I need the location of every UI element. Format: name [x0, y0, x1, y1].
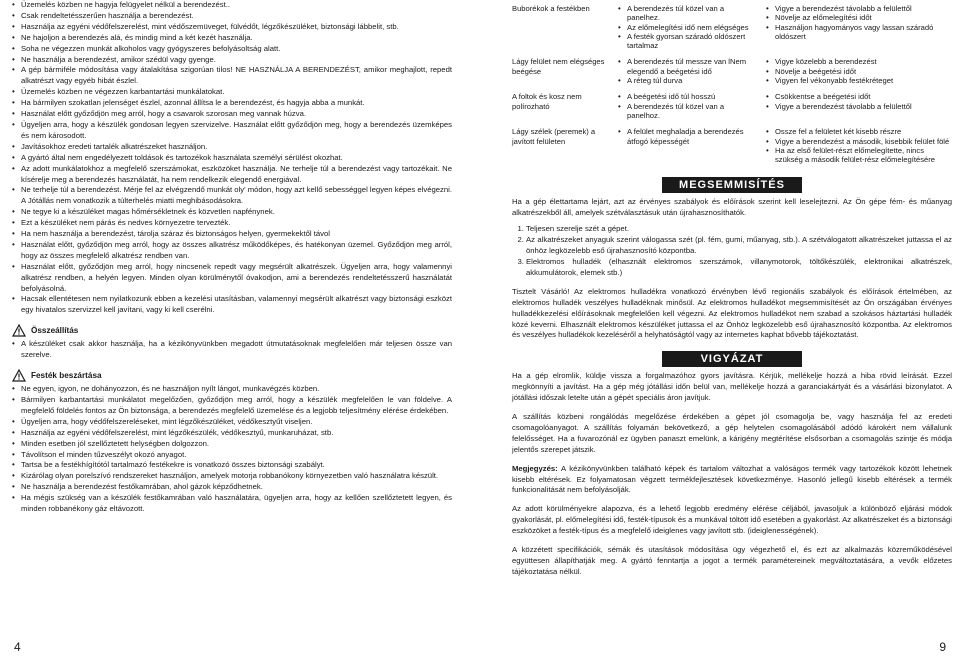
- safety-bullet-item: • Használat előtt, győződjön meg arról, hogy nincsenek repedt vagy megsérült alkatrészek. Ügyeljen arra, hogy valamennyi alkatrész rendben, a helyén legyen. Minden olyan körülménytől óvakodjon, ami a berendezés rendeltetésszerű használatát befolyásolná.: [12, 262, 452, 295]
- safety-bullet-item: • Ügyeljen arra, hogy a készülék gondosan legyen szervizelve. Használat előtt győződjön meg, hogy a berendezés üzemképes és nem károsodott.: [12, 120, 452, 142]
- assembly-title: Összeállítás: [31, 326, 79, 336]
- safety-bullet-item: • Ha bármilyen szokatlan jelenséget észlel, azonnal állítsa le a berendezést, és hagyja abba a munkát.: [12, 98, 452, 109]
- cause-cell: [618, 57, 766, 92]
- painting-title: Festék beszártása: [31, 371, 102, 381]
- safety-bullet-item: • Használja az egyéni védőfelszerelést, mint védőszemüveget, fülvédőt, légzőkészüléket, biztonsági lábbelit, stb.: [12, 22, 452, 33]
- safety-bullet-item: • Hacsak ellentétesen nem nyilatkozunk ebben a kezelési utasításban, valamennyi megsérült alkatrészt vagy biztonsági eszközt egy hivatalos szervizzel kell javítani, vagy ki kell cserélni.: [12, 294, 452, 316]
- cause-item: • Az előmelegítési idő nem elégséges: [618, 23, 758, 32]
- safety-bullet-item: • Ne tegye ki a készüléket magas hőmérsékletnek és közvetlen napfénynek.: [12, 207, 452, 218]
- cause-item: • A berendezés túl közel van a panelhoz.: [618, 102, 758, 121]
- remedy-item: • Használjon hagyományos vagy lassan száradó oldószert: [766, 23, 952, 42]
- troubleshooting-table: [512, 4, 952, 171]
- remedy-item: • Vigyen fel vékonyabb festékréteget: [766, 76, 952, 85]
- remedy-item: • Növelje az előmelegítési időt: [766, 13, 952, 22]
- disposal-heading: MEGSEMMISÍTÉS: [662, 177, 802, 193]
- safety-bullet-item: • Ne hajoljon a berendezés alá, és mindig mind a két kezét használja.: [12, 33, 452, 44]
- cause-cell: [618, 127, 766, 171]
- note-label: Megjegyzés:: [512, 463, 558, 473]
- remedy-item: • Vigye a berendezést a második, kisebbik felület fölé: [766, 137, 952, 146]
- table-row: [512, 57, 952, 92]
- safety-bullet-item: • Csak rendeltetésszerűen használja a berendezést.: [12, 11, 452, 22]
- remedy-item: • Növelje a beégetési időt: [766, 67, 952, 76]
- painting-bullet-item: • Ha mégis szükség van a készülék festőkamrában való használatára, ügyeljen arra, hogy az kellően szellőztetett legyen, és minden robbanékony gáz eltávozott.: [12, 493, 452, 515]
- cause-cell: [618, 92, 766, 127]
- remedy-cell: [766, 127, 952, 171]
- safety-bullet-item: • Ne terhelje túl a berendezést. Mérje fel az elvégzendő munkát oly' módon, hogy azt kellő sebességgel legyen képes elvégezni. A Jótállás nem vonatkozik a túlterhelés miatti meghibásodásokra.: [12, 185, 452, 207]
- safety-bullet-item: • Üzemelés közben ne hagyja felügyelet nélkül a berendezést..: [12, 0, 452, 11]
- remedy-item: • Csökkentse a beégetési időt: [766, 92, 952, 101]
- safety-bullet-item: • Soha ne végezzen munkát alkoholos vagy gyógyszeres befolyásoltság alatt.: [12, 44, 452, 55]
- problem-cell: Lágy szélek (peremek) a javított felületen: [512, 127, 596, 146]
- disposal-step-item: 2. Az alkatrészeket anyaguk szerint válogassa szét (pl. fém, gumi, műanyag, stb.). A szétválogatott alkatrészeket juttassa el az önhöz legközelebb eső újrahasznosító központba.: [526, 235, 952, 257]
- table-row: [512, 92, 952, 127]
- right-page-number: 9: [939, 640, 946, 654]
- caution-paragraph-4: A közzétett specifikációk, sémák és utasítások módosítása ügy végezhető el, és ezt az alkalmazás közreműködésével együttesen állapíthatják meg. A gyártó fenntartja a jogot a termék paramétereinek megváltoztatására, a vevők előzetes tájékoztatása nélkül.: [512, 545, 952, 576]
- caution-paragraph-1: Ha a gép elromlik, küldje vissza a forgalmazóhoz gyors javításra. Kérjük, mellékelje hozzá a hiba rövid leírását. Ezzel megkönnyíti a javítást. Ha a gép még jótállási időn belül van, mellékelje hozzá a garanciakártyát és a vásárlási bizonylatot. A jótállási időszak letelte után a gépét speciális áron javítjuk.: [512, 371, 952, 403]
- safety-bullet-item: • A gép bármiféle módosítása vagy átalakítása szigorúan tilos! NE HASZNÁLJA A BERENDEZÉST, amikor meghajlott, repedt alkatrészt vagy egyéb hibát észlel.: [12, 65, 452, 87]
- safety-bullet-item: • Ezt a készüléket nem párás és nedves környezetre tervezték.: [12, 218, 452, 229]
- remedy-item: • Ha az első felület-részt előmelegítette, nincs szükség a második felület-rész előmelegítésére: [766, 146, 952, 165]
- problem-cell: Lágy felület nem elégséges beégése: [512, 57, 605, 76]
- cause-item: • A réteg túl durva: [618, 76, 758, 85]
- cause-item: • A berendezés túl közel van a panelhez.: [618, 4, 758, 23]
- painting-bullet-item: • Ne használja a berendezést festőkamrában, ahol gázok képződhetnek.: [12, 482, 452, 493]
- safety-bullet-item: • Ne használja a berendezést, amikor szédül vagy gyenge.: [12, 55, 452, 66]
- safety-bullet-item: • Az adott munkálatokhoz a megfelelő szerszámokat, eszközöket használja. Ne terhelje túl a berendezést vagy tartozékait. Ne kísérelje meg a berendezés használatát, ha nem rendelkezik elegendő energiával.: [12, 164, 452, 186]
- cause-item: • A beégetési idő túl hosszú: [618, 92, 758, 101]
- table-row: [512, 4, 952, 57]
- left-page-number: 4: [14, 640, 21, 654]
- cause-cell: [618, 4, 766, 57]
- painting-bullet-item: • Bármilyen karbantartási munkálatot megelőzően, győződjön meg arról, hogy a készülék megfelelően le van földelve. A megfelelő földelés fontos az Ön biztonsága, a berendezés megfelelő üzemelése és a legjobb teljesítmény elérése érdekében.: [12, 395, 452, 417]
- disposal-step-item: 1. Teljesen szerelje szét a gépet.: [526, 224, 952, 235]
- painting-bullet-item: • Használja az egyéni védőfelszerelést, mint légzőkészülék, védőkesztyű, munkaruházat, stb.: [12, 428, 452, 439]
- left-page: [12, 0, 452, 515]
- painting-bullet-list: [12, 384, 452, 515]
- painting-bullet-item: • Kizárólag olyan porelszívó rendszereket használjon, amelyek motorja robbanókony környezetben való használatra készült.: [12, 471, 452, 482]
- painting-bullet-item: • Távolítson el minden tűzveszélyt okozó anyagot.: [12, 450, 452, 461]
- remedy-item: • Vigye a berendezést távolabb a felülettől: [766, 4, 952, 13]
- safety-bullet-item: • A gyártó által nem engedélyezett toldások és tartozékok használata személyi sérülést okozhat.: [12, 153, 452, 164]
- disposal-step-item: 3. Elektromos hulladék (elhasznált elektromos szerszámok, villanymotorok, töltőkészülék, elektronikai alkatrészek, akkumulátorok, elemek stb.): [526, 257, 952, 279]
- note-paragraph: [512, 464, 952, 497]
- remedy-cell: [766, 92, 952, 127]
- remedy-cell: [766, 57, 952, 92]
- remedy-cell: [766, 4, 952, 57]
- safety-bullet-item: • Üzemelés közben ne végezzen karbantartási munkálatokat.: [12, 87, 452, 98]
- warning-triangle-icon: [12, 324, 26, 337]
- problem-cell: A foltok és kosz nem polírozható: [512, 92, 582, 111]
- safety-bullet-item: • Ha nem használja a berendezést, tárolja száraz és biztonságos helyen, gyermekektől távol: [12, 229, 452, 240]
- cause-item: • A festék gyorsan száradó oldószert tartalmaz: [618, 32, 758, 51]
- painting-bullet-item: • Minden esetben jól szellőztetett helységben dolgozzon.: [12, 439, 452, 450]
- remedy-item: • Vigye a berendezést távolabb a felülettől: [766, 102, 952, 111]
- caution-heading: VIGYÁZAT: [662, 351, 802, 367]
- table-row: [512, 127, 952, 171]
- note-text: A kézikönyvünkben található képek és tartalom változhat a valóságos termék vagy tartozékok között lehetnek kisebb eltérések. Ez folyamatosan végzett termékfejlesztések következménye. Hasonló jellegű kisebb eltérések a termék funkcionalitását nem befolyásolják.: [512, 463, 952, 495]
- problem-cell: Buborékok a festékben: [512, 4, 590, 13]
- painting-bullet-item: • Tartsa be a festékhígítótól tartalmazó festékekre is vonatkozó összes biztonsági szabályt.: [12, 460, 452, 471]
- safety-bullet-item: • Javításokhoz eredeti tartalék alkatrészeket használjon.: [12, 142, 452, 153]
- warning-triangle-icon: [12, 369, 26, 382]
- safety-bullet-list: [12, 0, 452, 316]
- assembly-bullet-list: [12, 339, 452, 361]
- assembly-bullet-item: • A készüléket csak akkor használja, ha a kézikönyvünkben megadott útmutatásoknak megfelelően már teljesen össze van szerelve.: [12, 339, 452, 361]
- cause-item: • A felület meghaladja a berendezés átfogó képességét: [618, 127, 758, 146]
- caution-paragraph-2: A szállítás közbeni rongálódás megelőzése érdekében a gépet jól csomagolja be, vagy használja fel az eredeti csomagolóanyagot. A szállítás folyamán bekövetkező, a gép helytelen csomagolásából adódó károkért nem vállalunk felelősséget. Ha a fuvarozónál ez ügyben panaszt emelünk, a kárigény megtérítése elsősorban a csomagolás szintje és módja jelentős szerepet játszik.: [512, 412, 952, 454]
- caution-paragraph-3: Az adott körülményekre alapozva, és a lehető legjobb eredmény elérése céljából, javasoljuk a különböző eljárási módok gyakorlását, pl. előmelegítési idő, festék-típusok és a munkával töltött idő esetében a gyakorlást. Az alkatrészeket és a biztonsági eszközöket a festék-típus és a megfelelő ideiglenes vagy javított stb. (ideiglenességének).: [512, 504, 952, 536]
- painting-heading: [12, 369, 452, 382]
- disposal-paragraph: Tisztelt Vásárló! Az elektromos hulladékra vonatkozó érvényben lévő regionális szabályok és előírások értelmében, az elektromos hulladék veszélyes hulladéknak minősül. Az elektromos hulladékot megsemmisítését az Ön országában érvényes hulladékkezelési előírásoknak megfelelően kell végezni. Az elektromos hulladékot nem szabad a szokásos háztartási hulladék közé keverni. Elhasznált elektromos készüléket juttassa el az Önhöz legközelebb eső újrahasznosító központba. Az elektromos és veszélyes hulladékok kezeléséről a helyhatóságtól vagy az internetes kaphat bővebb tájékoztatást.: [512, 286, 952, 340]
- disposal-intro: Ha a gép élettartama lejárt, azt az érvényes szabályok és előírások szerint kell leselejtezni. Az Ön gépe fém- és műanyag alkatrészekből áll, amelyek szétválasztásuk után újrahasznosíthatók.: [512, 197, 952, 218]
- remedy-item: • Vigye közelebb a berendezést: [766, 57, 952, 66]
- safety-bullet-item: • Használat előtt, győződjön meg arról, hogy az összes alkatrész működőképes, és hatékonyan üzemel. Győződjön meg arról, hogy az összes megfelelő alkatrész rendben van.: [12, 240, 452, 262]
- disposal-steps-list: [512, 224, 952, 279]
- painting-bullet-item: • Ügyeljen arra, hogy védőfelszereléseket, mint légzőkészüléket, védőkesztyűt viseljen.: [12, 417, 452, 428]
- cause-item: • A berendezés túl messze van lNem elegendő a beégetési idő: [618, 57, 758, 76]
- safety-bullet-item: • Használat előtt győződjön meg arról, hogy a csavarok szorosan meg vannak húzva.: [12, 109, 452, 120]
- remedy-item: • Ossze fel a felületet két kisebb részre: [766, 127, 952, 136]
- right-page: [512, 0, 952, 578]
- painting-bullet-item: • Ne egyen, igyon, ne dohányozzon, és ne használjon nyílt lángot, munkavégzés közben.: [12, 384, 452, 395]
- assembly-heading: [12, 324, 452, 337]
